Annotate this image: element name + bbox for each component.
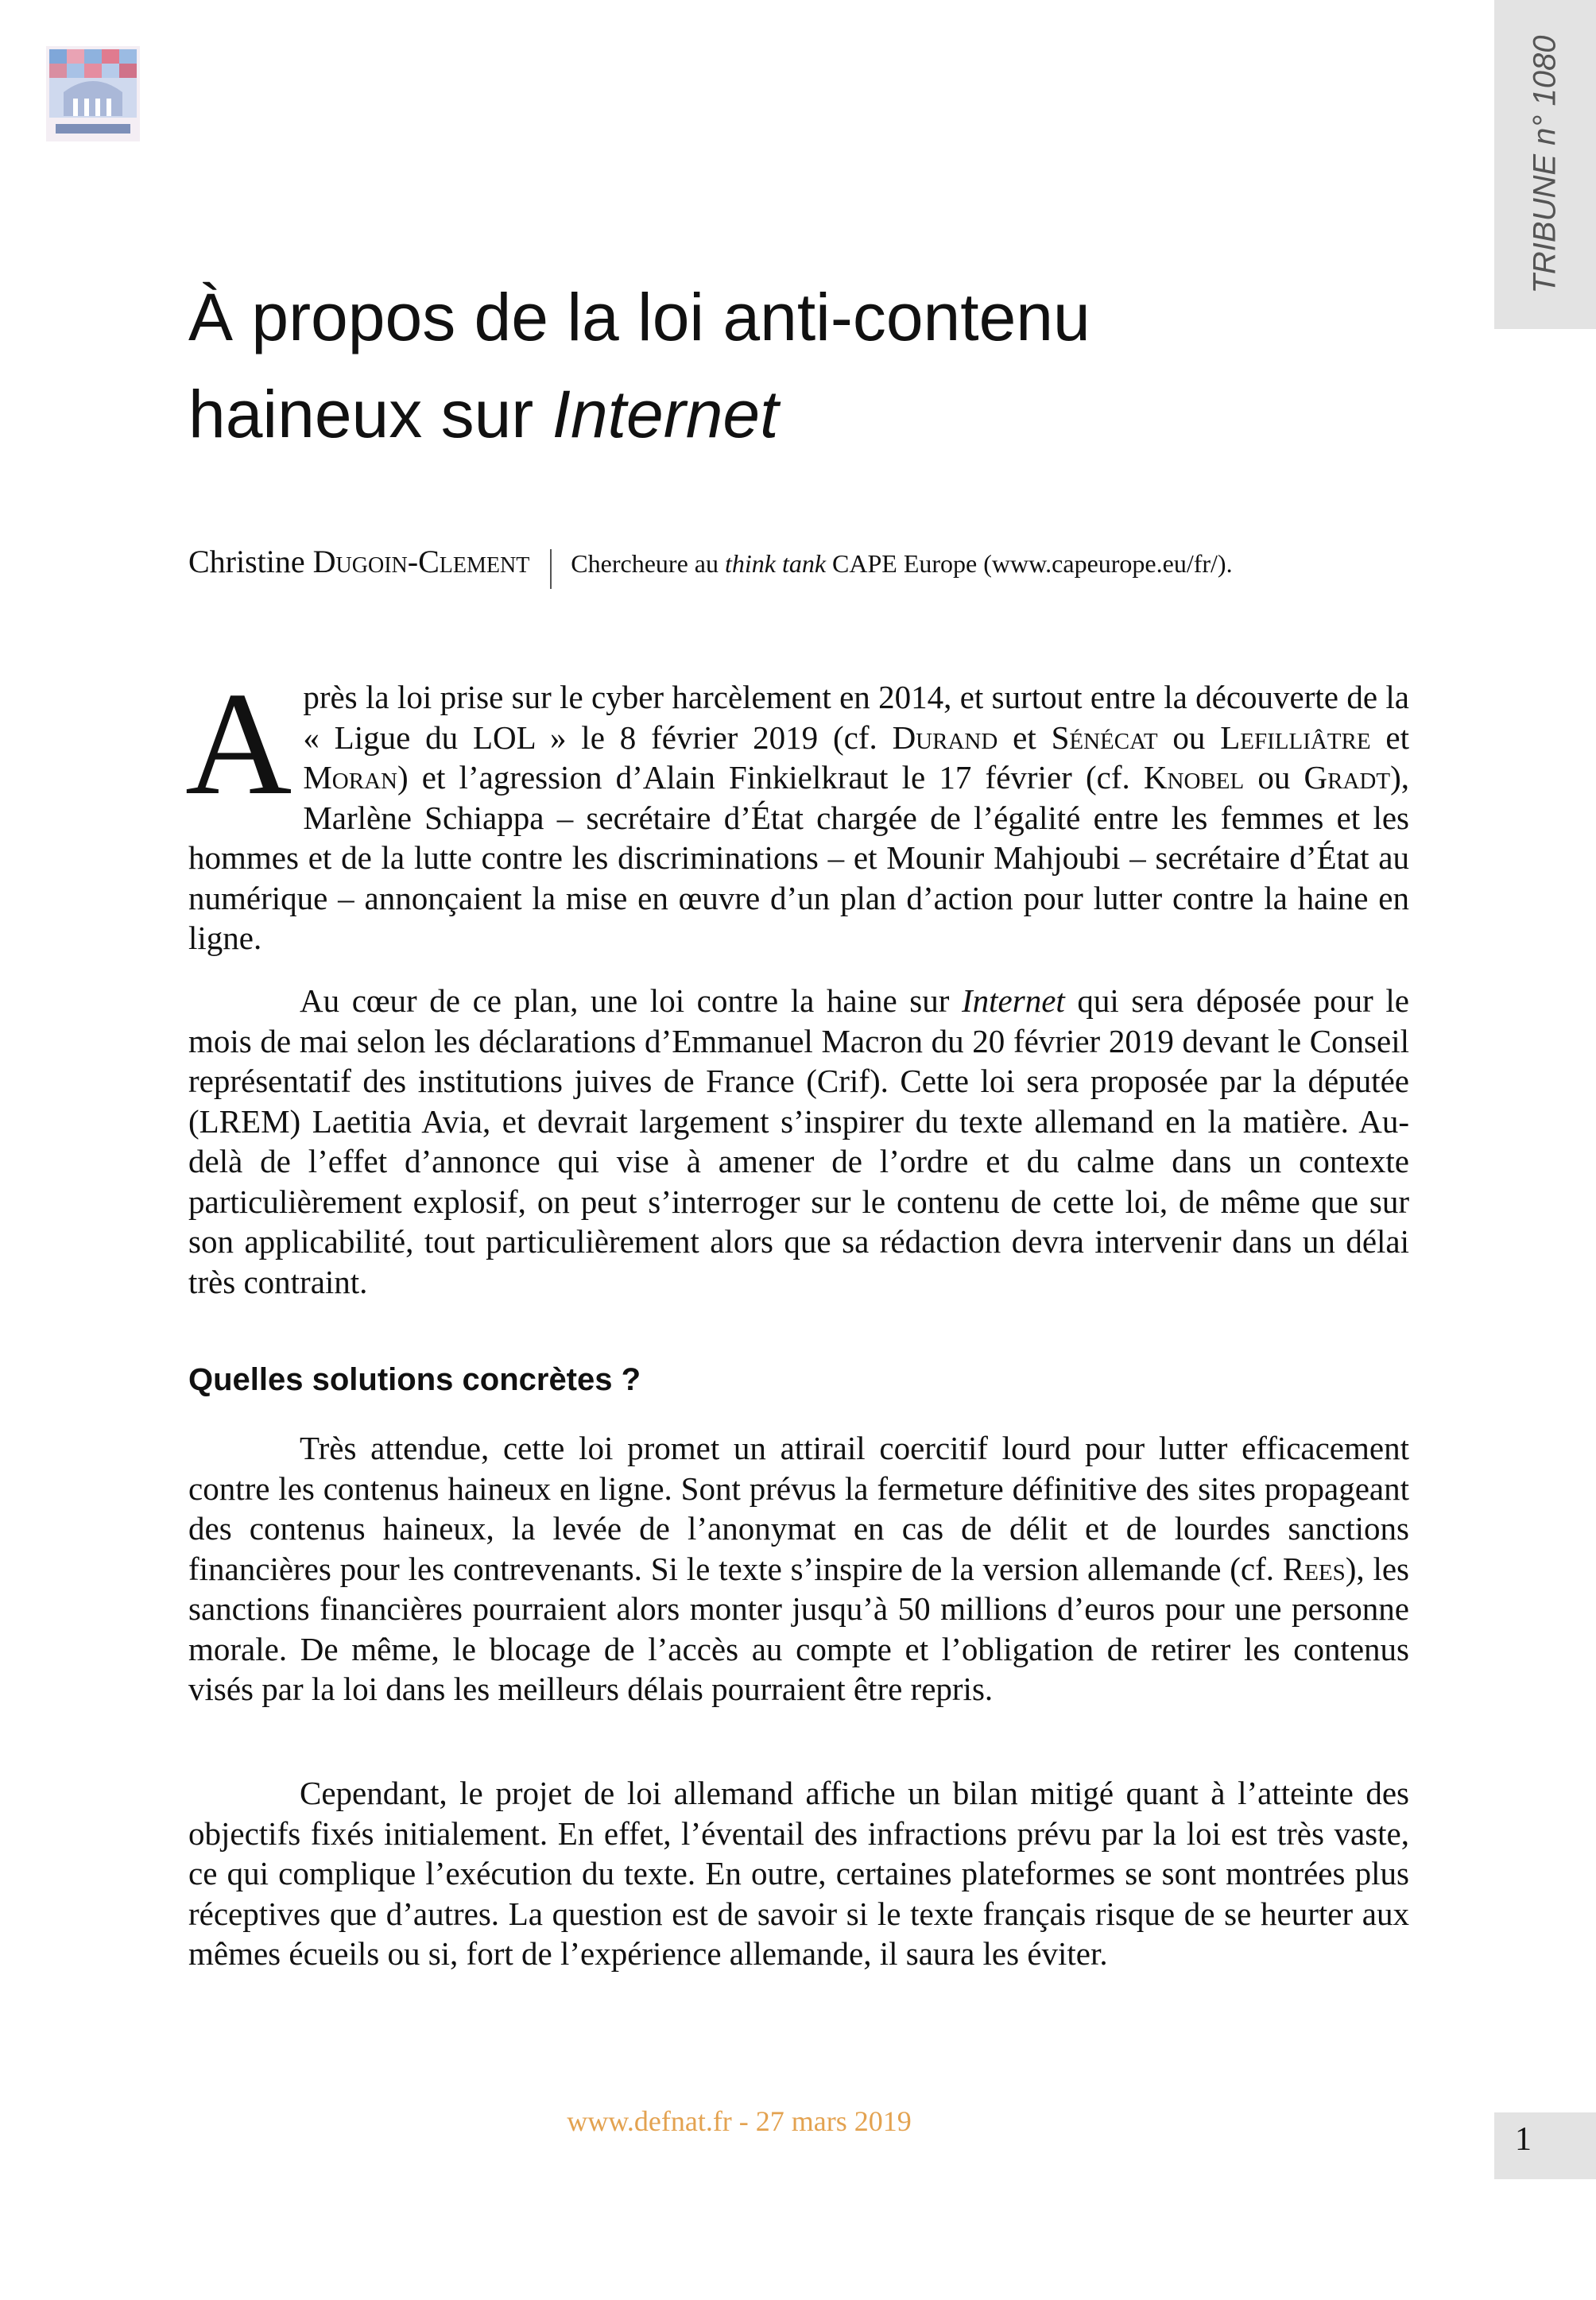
author-affiliation: Chercheure au think tank CAPE Europe (www.capeurope.eu/fr/).	[571, 549, 1233, 578]
paragraph-3: Très attendue, cette loi promet un attirail coercitif lourd pour lutter efficacement contre les contenus haineux en ligne. Sont prévus la fermeture définitive des sites propageant des contenus haineux, la levée de l’anonymat en cas de délit et de lourdes sanctions financières pour les contrevenants. Si le texte s’inspire de la version allemande (cf. Rees), les sanctions financières pourraient alors monter jusqu’à 50 millions d’euros pour une personne morale. De même, le blocage de l’accès au compte et l’obligation de retirer les contenus visés par la loi dans les meilleurs délais pourraient être repris.	[188, 1430, 1410, 1707]
page-number: 1	[1515, 2121, 1532, 2158]
article-title	[188, 269, 1381, 463]
paragraph-2: Au cœur de ce plan, une loi contre la haine sur Internet qui sera déposée pour le mois de mai selon les déclarations d’Emmanuel Macron du 20 février 2019 devant le Conseil représentatif des institutions juives de France (Crif). Cette loi sera proposée par la députée (LREM) Laetitia Avia, et devrait largement s’inspirer du texte allemand en la matière. Au-delà de l’effet d’annonce qui vise à amener de l’ordre et du calme dans un contexte particulièrement explosif, on peut s’interroger sur le contenu de cette loi, de même que sur son applicabilité, tout particulièrement alors que sa rédaction devra intervenir dans un délai très contraint.	[188, 982, 1410, 1300]
section-heading: Quelles solutions concrètes ?	[188, 1362, 641, 1397]
page-number-tab	[1494, 2112, 1596, 2179]
byline	[188, 543, 1381, 589]
title-line-2: haineux sur	[188, 377, 552, 451]
title-line-1: À propos de la loi anti-contenu	[188, 280, 1090, 354]
paragraph-4: Cependant, le projet de loi allemand affiche un bilan mitigé quant à l’atteinte des objectifs fixés initialement. En effet, l’éventail des infractions prévu par la loi est très vaste, ce qui complique l’exécution du texte. En outre, certaines plateformes se sont montrées plus réceptives que d’autres. La question est de savoir si le texte français risque de se heurter aux mêmes écueils ou si, fort de l’expérience allemande, il saura les éviter.	[188, 1775, 1409, 1972]
drop-cap: A	[185, 662, 292, 826]
paragraph-1: Après la loi prise sur le cyber harcèlement en 2014, et surtout entre la découverte de la « Ligue du LOL » le 8 février 2019 (cf. Durand et Sénécat ou Lefilliâtre et Moran) et l’agression d’Alain Finkielkraut le 17 février (cf. Knobel ou Gradt), Marlène Schiappa – secrétaire d’État chargée de l’égalité entre les femmes et les hommes et de la lutte contre les discriminations – et Mounir Mahjoubi – secrétaire d’État au numérique – annonçaient la mise en œuvre d’un plan d’action pour lutter contre la haine en ligne.	[185, 662, 1410, 956]
title-internet: Internet	[552, 377, 779, 451]
footer-source: www.defnat.fr - 27 mars 2019	[567, 2105, 912, 2137]
publication-logo	[46, 46, 140, 141]
series-label: TRIBUNE n° 1080	[1527, 35, 1563, 294]
author-name: Christine Dugoin-Clement	[188, 544, 530, 579]
byline-separator	[550, 549, 552, 589]
